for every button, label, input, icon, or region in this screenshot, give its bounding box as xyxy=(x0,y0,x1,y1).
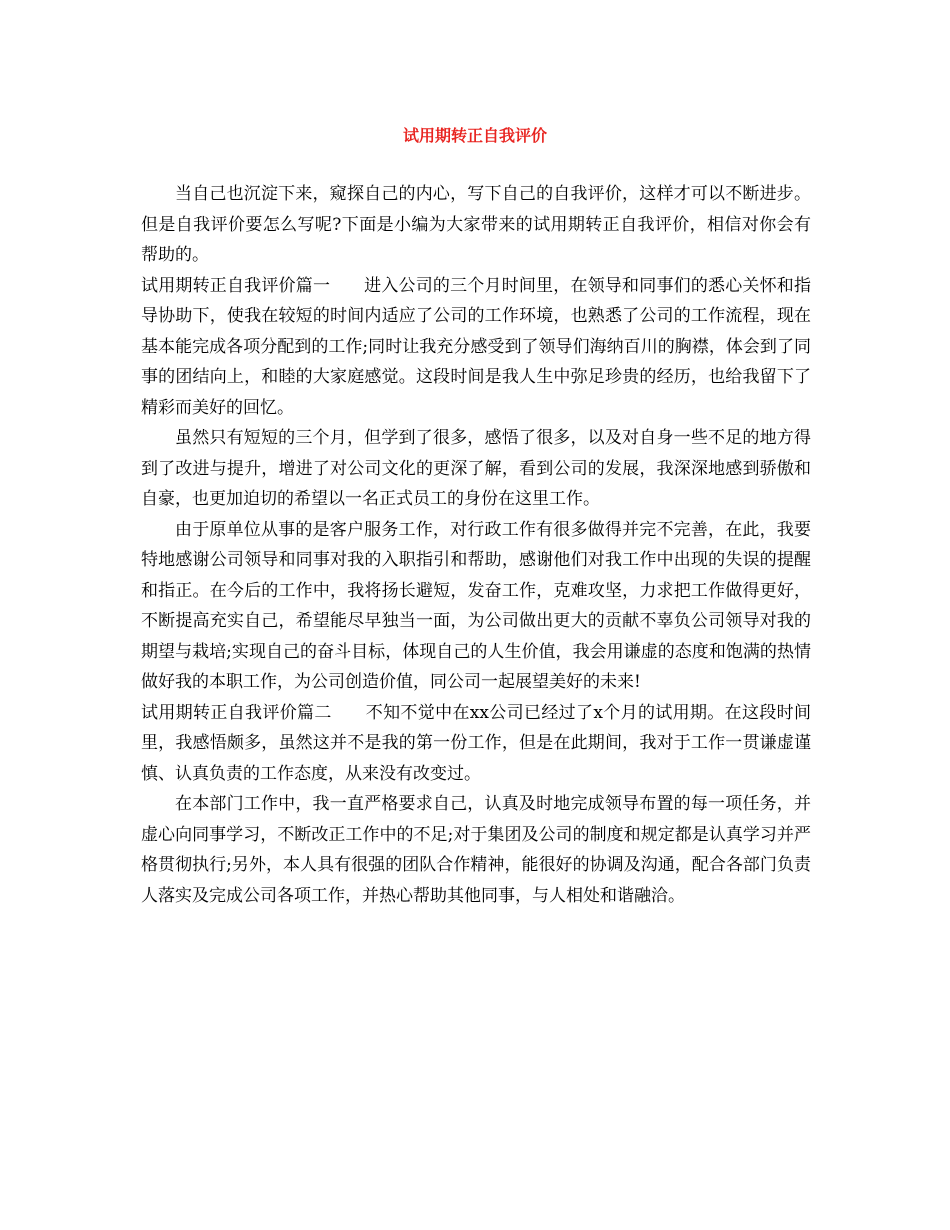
section-2-lead-paragraph xyxy=(141,698,811,790)
section-1-paragraph-3: 由于原单位从事的是客户服务工作，对行政工作有很多做得并完不完善，在此，我要特地感谢公司领导和同事对我的入职指引和帮助，感谢他们对我工作中出现的失误的提醒和指正。在今后的工作中，我将扬长避短，发奋工作，克难攻坚，力求把工作做得更好，不断提高充实自己，希望能尽早独当一面，为公司做出更大的贡献不辜负公司领导对我的期望与栽培;实现自己的奋斗目标，体现自己的人生价值，我会用谦虚的态度和饱满的热情做好我的本职工作，为公司创造价值，同公司一起展望美好的未来! xyxy=(141,519,811,692)
section-1-lead-text: 进入公司的三个月时间里，在领导和同事们的悉心关怀和指导协助下，使我在较短的时间内适应了公司的工作环境，也熟悉了公司的工作流程，现在基本能完成各项分配到的工作;同时让我充分感受到了领导们海纳百川的胸襟，体会到了同事的团结向上，和睦的大家庭感觉。这段时间是我人生中弥足珍贵的经历，也给我留下了精彩而美好的回忆。 xyxy=(141,275,812,418)
section-2-heading: 试用期转正自我评价篇二 xyxy=(141,702,332,723)
section-2-lead-text: 不知不觉中在xx公司已经过了x个月的试用期。在这段时间里，我感悟颇多，虽然这并不是我的第一份工作，但是在此期间，我对于工作一贯谦虚谨慎、认真负责的工作态度，从来没有改变过。 xyxy=(141,702,812,784)
section-1-paragraph-2: 虽然只有短短的三个月，但学到了很多，感悟了很多，以及对自身一些不足的地方得到了改进与提升，增进了对公司文化的更深了解，看到公司的发展，我深深地感到骄傲和自豪，也更加迫切的希望以一名正式员工的身份在这里工作。 xyxy=(141,428,811,509)
document-title: 试用期转正自我评价 xyxy=(402,126,547,145)
section-2-paragraph-2: 在本部门工作中，我一直严格要求自己，认真及时地完成领导布置的每一项任务，并虚心向同事学习，不断改正工作中的不足;对于集团及公司的制度和规定都是认真学习并严格贯彻执行;另外，本人具有很强的团队合作精神，能很好的协调及沟通，配合各部门负责人落实及完成公司各项工作，并热心帮助其他同事，与人相处和谐融洽。 xyxy=(141,794,811,906)
document-body xyxy=(141,179,811,911)
section-1-heading: 试用期转正自我评价篇一 xyxy=(141,275,331,296)
section-1-lead-paragraph xyxy=(141,271,811,424)
intro-paragraph: 当自己也沉淀下来，窥探自己的内心，写下自己的自我评价，这样才可以不断进步。但是自我评价要怎么写呢?下面是小编为大家带来的试用期转正自我评价，相信对你会有帮助的。 xyxy=(141,184,811,265)
